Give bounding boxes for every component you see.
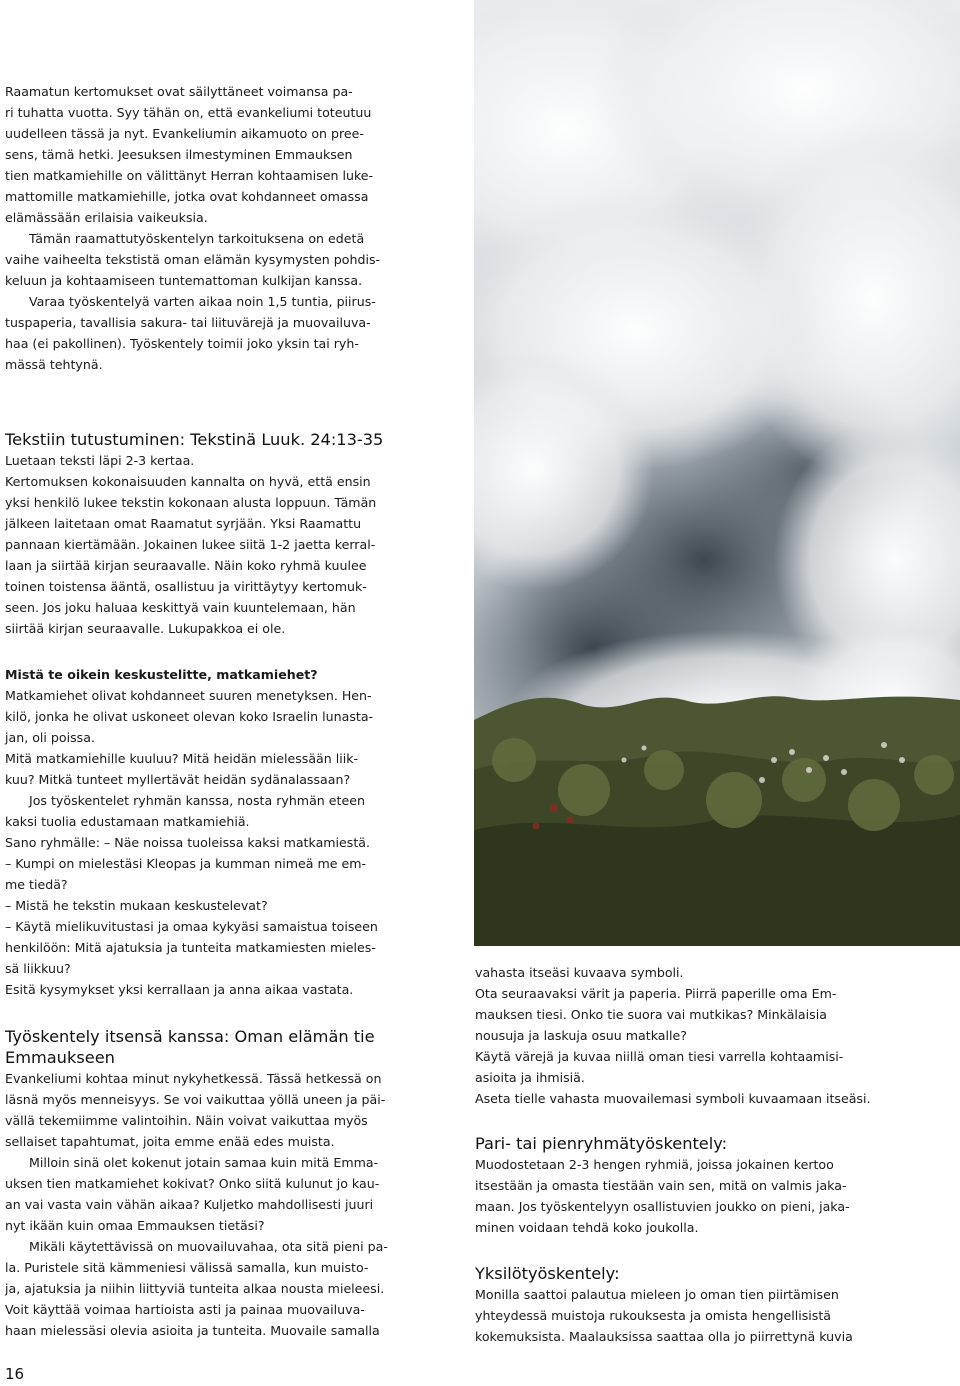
intro-paragraph-1 <box>5 81 425 228</box>
intro-paragraph-2: Tämän raamattutyöskentelyn tarkoituksena on edetä vaihe vaiheelta tekstistä oman elämän kysymysten pohdis- keluun ja kohtaamiseen tuntemattoman kulkijan kanssa. <box>5 231 381 288</box>
section-discussion <box>5 664 425 1000</box>
right-paragraph-4: Aseta tielle vahasta muovailemasi symboli kuvaamaan itseäsi. <box>475 1091 871 1106</box>
intro-paragraph-1b: Jeesuksen ilmestyminen Emmauksen tien matkamiehille on välittänyt Herran kohtaamisen luke- mattomille matkamiehille, jotka ovat kohdanneet omassa elämässään erilaisia vaikeuksia. <box>5 147 374 225</box>
mountain-clouds-photo <box>474 0 960 946</box>
intro-block <box>5 81 425 375</box>
intro-paragraph-1a: Raamatun kertomukset ovat säilyttäneet voimansa pa- ri tuhatta vuotta. Syy tähän on, että evankeliumi toteutuu uudelleen tässä ja nyt. Evankeliumin aikamuoto on pree- sens, tämä hetki. <box>5 84 372 162</box>
section-discussion-paragraph-1: Matkamiehet olivat kohdanneet suuren menetyksen. Hen- kilö, jonka he olivat uskoneet olevan koko Israelin lunasta- jan, oli poissa. <box>5 688 374 745</box>
section-heading-text-study: Tekstiin tutustuminen: Tekstinä Luuk. 24:13-35 <box>5 430 384 449</box>
solo-work-paragraph: Monilla saattoi palautua mieleen jo oman tien piirtämisen yhteydessä muistoja rukouksesta ja omista hengellisistä kokemuksista. Maalauksissa saattaa olla jo piirrettynä kuvia <box>475 1287 853 1344</box>
right-paragraph-1: vahasta itseäsi kuvaava symboli. <box>475 965 684 980</box>
section-self-work-paragraph-1: Evankeliumi kohtaa minut nykyhetkessä. Tässä hetkessä on läsnä myös menneisyys. Se voi vaikuttaa yöllä uneen ja päi- vällä tekemiimme valintoihin. Näin voivat vaikuttaa myös sellaiset tapahtumat, joita emme enää edes muista. <box>5 1071 386 1149</box>
section-discussion-paragraph-3: Jos työskentelet ryhmän kanssa, nosta ryhmän eteen kaksi tuolia edustamaan matkamiehiä. <box>5 793 365 829</box>
pair-work-paragraph: Muodostetaan 2-3 hengen ryhmiä, joissa jokainen kertoo itsestään ja omasta tiestään vain sen, mitä on valmis jaka- maan. Jos työskentelyyn osallistuvien joukko on pieni, jaka- minen voidaan tehdä koko joukolla. <box>475 1157 850 1235</box>
solo-work-section <box>475 1263 920 1347</box>
section-discussion-paragraph-5: Esitä kysymykset yksi kerrallaan ja anna aikaa vastata. <box>5 982 354 997</box>
section-heading-self-work: Työskentely itsensä kanssa: Oman elämän tie Emmaukseen <box>5 1027 375 1067</box>
section-discussion-lead: Mistä te oikein keskustelitte, matkamiehet? <box>5 667 318 682</box>
section-self-work-paragraph-2: Milloin sinä olet kokenut jotain samaa kuin mitä Emma- uksen tien matkamiehet kokivat? Onko siitä kulunut jo kau- an vai vasta vain vähän aikaa? Kuljetko mahdollisesti juuri nyt ikään kuin omaa Emmauksen tietäsi? <box>5 1155 380 1233</box>
section-self-work-paragraph-3: Mikäli käytettävissä on muovailuvahaa, ota sitä pieni pa- la. Puristele sitä kämmeniesi välissä samalla, kun muisto- ja, ajatuksia ja niihin liittyviä tunteita alkaa nousta mieleesi. Voit käyttää voimaa hartioista asti ja painaa muovailuva- haan mielessäsi olevia asioita ja tunteita. Muovaile samalla <box>5 1239 388 1338</box>
pair-work-heading: Pari- tai pienryhmätyöskentely: <box>475 1134 728 1153</box>
section-self-work <box>5 1026 425 1341</box>
right-paragraph-2: Ota seuraavaksi värit ja paperia. Piirrä paperille oma Em- mauksen tiesi. Onko tie suora vai mutkikas? Minkälaisia nousuja ja laskuja osuu matkalle? <box>475 986 837 1043</box>
right-column-block <box>475 962 920 1109</box>
solo-work-heading: Yksilötyöskentely: <box>475 1264 620 1283</box>
section-text-study-paragraph-2: Kertomuksen kokonaisuuden kannalta on hyvä, että ensin yksi henkilö lukee tekstin kokonaan alusta loppuun. Tämän jälkeen laitetaan omat Raamatut syrjään. Yksi Raamattu pannaan kiertämään. Jokainen lukee siitä 1-2 jaetta kerral- laan ja siirtää kirjan seuraavalle. Näin koko ryhmä kuulee toinen toistensa ääntä, osallistuu ja virittäytyy kertomuk- seen. Jos joku haluaa keskittyä vain kuuntelemaan, hän siirtää kirjan seuraavalle. Lukupakkoa ei ole. <box>5 474 377 636</box>
section-text-study <box>5 429 425 639</box>
section-text-study-paragraph-1: Luetaan teksti läpi 2-3 kertaa. <box>5 453 195 468</box>
page-number: 16 <box>5 1365 25 1383</box>
intro-paragraph-3: Varaa työskentelyä varten aikaa noin 1,5 tuntia, piirus- tuspaperia, tavallisia sakura- tai liituvärejä ja muovailuva- haa (ei pakollinen). Työskentely toimii joko yksin tai ryh- mässä tehtynä. <box>5 294 376 372</box>
section-discussion-paragraph-2: Mitä matkamiehille kuuluu? Mitä heidän mielessään liik- kuu? Mitkä tunteet myllertävät heidän sydänalassaan? <box>5 751 359 787</box>
right-paragraph-3: Käytä värejä ja kuvaa niillä oman tiesi varrella kohtaamisi- asioita ja ihmisiä. <box>475 1049 844 1085</box>
pair-work-section <box>475 1133 920 1238</box>
section-discussion-paragraph-4: Sano ryhmälle: – Näe noissa tuoleissa kaksi matkamiestä. – Kumpi on mielestäsi Kleopas ja kumman nimeä me em- me tiedä? – Mistä he tekstin mukaan keskustelevat? – Käytä mielikuvitustasi ja omaa kykyäsi samaistua toiseen henkilöön: Mitä ajatuksia ja tunteita matkamiesten mieles- sä liikkuu? <box>5 835 378 976</box>
